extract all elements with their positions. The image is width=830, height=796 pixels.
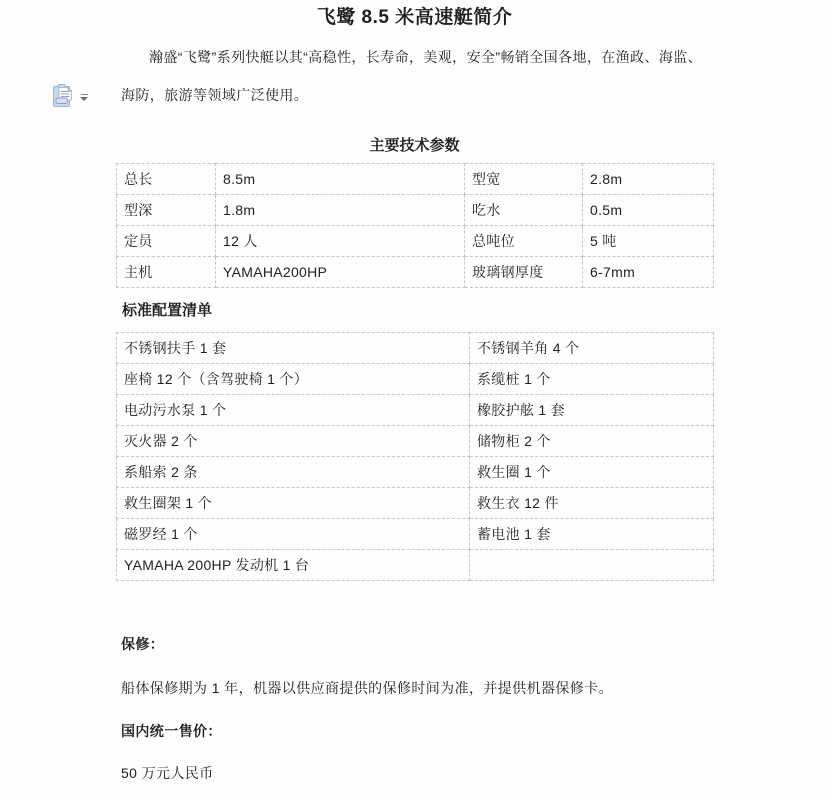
- config-item: 储物柜 2 个: [470, 426, 714, 457]
- config-item: 系缆桩 1 个: [470, 364, 714, 395]
- table-row: [117, 164, 714, 195]
- table-row: [117, 519, 714, 550]
- table-row: [117, 226, 714, 257]
- spec-value: 12 人: [216, 226, 465, 257]
- intro-paragraph: 瀚盛“飞鹭”系列快艇以其“高稳性，长寿命，美观，安全”畅销全国各地，在渔政、海监、海防，旅游等领域广泛使用。: [121, 49, 703, 103]
- document-body: [116, 0, 713, 782]
- config-item: 救生圈 1 个: [470, 457, 714, 488]
- config-item: [470, 550, 714, 581]
- config-list-heading: 标准配置清单: [122, 302, 213, 319]
- paste-options-icon[interactable]: [53, 84, 74, 108]
- spec-label: 总吨位: [465, 226, 583, 257]
- config-item: 座椅 12 个（含驾驶椅 1 个）: [117, 364, 470, 395]
- price-value: 50 万元人民币: [121, 765, 214, 781]
- config-item: 救生圈架 1 个: [117, 488, 470, 519]
- spec-value: 0.5m: [583, 195, 714, 226]
- tech-params-table: [116, 163, 714, 288]
- chevron-down-icon[interactable]: [80, 92, 88, 101]
- price-heading: 国内统一售价：: [121, 723, 222, 739]
- config-item: 系船索 2 条: [117, 457, 470, 488]
- config-item: 电动污水泵 1 个: [117, 395, 470, 426]
- table-row: [117, 426, 714, 457]
- tech-params-heading: 主要技术参数: [369, 137, 460, 154]
- spec-label: 总长: [117, 164, 216, 195]
- spec-value: YAMAHA200HP: [216, 257, 465, 288]
- config-item: 不锈钢扶手 1 套: [117, 333, 470, 364]
- table-row: [117, 457, 714, 488]
- spec-value: 2.8m: [583, 164, 714, 195]
- config-item: 磁罗经 1 个: [117, 519, 470, 550]
- spec-label: 定员: [117, 226, 216, 257]
- spec-label: 吃水: [465, 195, 583, 226]
- config-item: 橡胶护舷 1 套: [470, 395, 714, 426]
- config-item: 灭火器 2 个: [117, 426, 470, 457]
- page-title: 飞鹭 8.5 米高速艇简介: [316, 7, 513, 28]
- spec-value: 5 吨: [583, 226, 714, 257]
- table-row: [117, 488, 714, 519]
- table-row: [117, 333, 714, 364]
- table-row: [117, 195, 714, 226]
- clipboard-icon: [53, 84, 74, 108]
- table-row: [117, 550, 714, 581]
- spec-label: 主机: [117, 257, 216, 288]
- config-item: 不锈钢羊角 4 个: [470, 333, 714, 364]
- config-item: 蓄电池 1 套: [470, 519, 714, 550]
- spec-value: 8.5m: [216, 164, 465, 195]
- table-row: [117, 364, 714, 395]
- paste-options-button[interactable]: [53, 84, 88, 108]
- config-list-table: [116, 332, 714, 581]
- warranty-heading: 保修：: [121, 636, 165, 652]
- spec-value: 6-7mm: [583, 257, 714, 288]
- spec-label: 型深: [117, 195, 216, 226]
- table-row: [117, 395, 714, 426]
- spec-label: 玻璃钢厚度: [465, 257, 583, 288]
- warranty-text: 船体保修期为 1 年，机器以供应商提供的保修时间为准，并提供机器保修卡。: [121, 680, 613, 696]
- spec-label: 型宽: [465, 164, 583, 195]
- config-item: YAMAHA 200HP 发动机 1 台: [117, 550, 470, 581]
- spec-value: 1.8m: [216, 195, 465, 226]
- config-item: 救生衣 12 件: [470, 488, 714, 519]
- table-row: [117, 257, 714, 288]
